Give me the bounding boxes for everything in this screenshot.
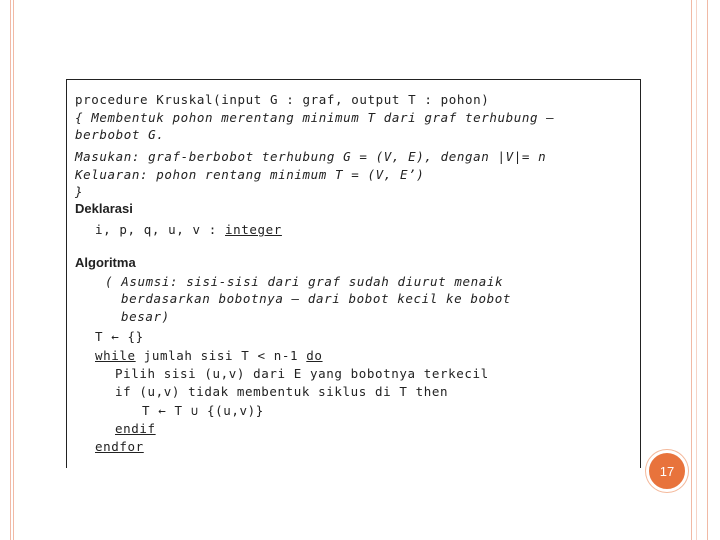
left-frame-line <box>10 0 14 540</box>
if-line: if (u,v) tidak membentuk siklus di T then <box>115 384 449 399</box>
comment-line-2: berbobot G. <box>75 127 165 142</box>
output-description: Keluaran: pohon rentang minimum T = (V, E’) <box>75 167 425 182</box>
while-condition: jumlah sisi T < n-1 <box>135 348 307 363</box>
comment-line-1: { Membentuk pohon merentang minimum T dari graf terhubung – <box>75 110 555 125</box>
declaration-type: integer <box>225 222 282 237</box>
assumption-line-2: berdasarkan bobotnya – dari bobot kecil ke bobot <box>121 291 512 306</box>
while-line <box>95 348 323 364</box>
endfor-line: endfor <box>95 439 144 454</box>
page-number-badge <box>646 450 688 492</box>
right-frame-inner-line <box>696 0 700 540</box>
page-number: 17 <box>659 463 675 479</box>
pick-line: Pilih sisi (u,v) dari E yang bobotnya terkecil <box>115 366 489 381</box>
input-description: Masukan: graf-berbobot terhubung G = (V, E), dengan |V|= n <box>75 149 547 164</box>
algorithm-heading: Algoritma <box>75 255 136 270</box>
declaration-line <box>95 222 282 238</box>
init-line: T ← {} <box>95 329 144 344</box>
declaration-heading: Deklarasi <box>75 201 133 216</box>
do-keyword: do <box>306 348 323 363</box>
comment-close: } <box>75 184 84 199</box>
endif-line: endif <box>115 421 156 436</box>
pseudocode-box <box>66 79 641 468</box>
while-keyword: while <box>95 348 136 363</box>
procedure-header: procedure Kruskal(input G : graf, output T : pohon) <box>75 92 490 107</box>
declaration-vars: i, p, q, u, v : <box>95 222 226 237</box>
assign-line: T ← T ∪ {(u,v)} <box>142 403 264 418</box>
assumption-line-1: ( Asumsi: sisi-sisi dari graf sudah diurut menaik <box>105 274 504 289</box>
assumption-line-3: besar) <box>121 309 170 324</box>
